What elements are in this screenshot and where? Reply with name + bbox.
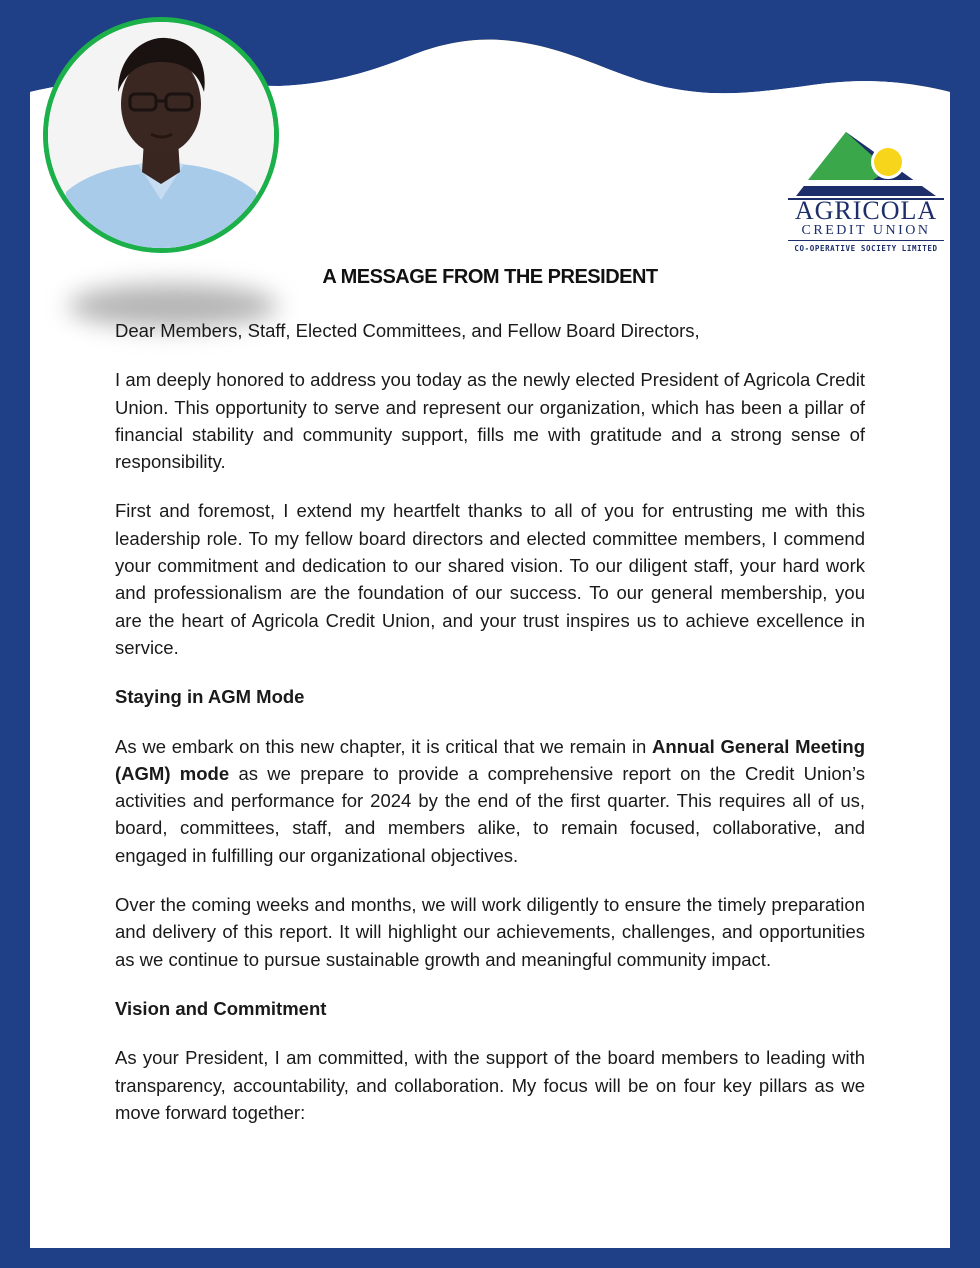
- agricola-logo: [788, 124, 944, 260]
- agm-text-pre: As we embark on this new chapter, it is critical that we remain in: [115, 735, 653, 757]
- section-heading-agm: Staying in AGM Mode: [115, 686, 305, 708]
- portrait-illustration: [48, 22, 274, 248]
- logo-tagline: CO-OPERATIVE SOCIETY LIMITED: [794, 244, 938, 253]
- logo-subtitle: CREDIT UNION: [788, 224, 944, 241]
- salutation: Dear Members, Staff, Elected Committees, and Fellow Board Directors,: [115, 320, 700, 341]
- paragraph-report: Over the coming weeks and months, we will work diligently to ensure the timely preparation and delivery of this report. It will highlight our achievements, challenges, and opportunities as we continue to pursue sustainable growth and meaningful community impact.: [115, 894, 865, 970]
- page-title: A MESSAGE FROM THE PRESIDENT: [322, 266, 658, 288]
- agm-text-bold: Annual General Meeting (AGM) mode: [115, 735, 865, 784]
- letter-body: [115, 317, 865, 1148]
- paragraph-agm: [115, 733, 865, 869]
- logo-name: AGRICOLA: [794, 196, 938, 225]
- president-photo: [43, 17, 279, 253]
- agm-text-post: as we prepare to provide a comprehensive report on the Credit Union’s activities and performance for 2024 by the end of the first quarter. This requires all of us, board, committees, staff, and members alike, to remain focused, collaborative, and engaged in fulfilling our organizational objectives.: [115, 762, 866, 866]
- section-heading-vision: Vision and Commitment: [115, 997, 327, 1019]
- logo-mark-icon: [788, 124, 944, 200]
- paragraph-intro: I am deeply honored to address you today as the newly elected President of Agricola Credit Union. This opportunity to serve and represent our organization, which has been a pillar of financial stability and community support, fills me with gratitude and a strong sense of responsibility.: [115, 369, 865, 473]
- paragraph-thanks: First and foremost, I extend my heartfelt thanks to all of you for entrusting me with this leadership role. To my fellow board directors and elected committee members, I commend your commitment and dedication to our shared vision. To our diligent staff, your hard work and professionalism are the foundation of our success. To our general membership, you are the heart of Agricola Credit Union, and your trust inspires us to achieve excellence in service.: [115, 500, 865, 658]
- document-sheet: [30, 0, 950, 1248]
- paragraph-vision: As your President, I am committed, with the support of the board members to leading with transparency, accountability, and collaboration. My focus will be on four key pillars as we move forward together:: [115, 1047, 865, 1123]
